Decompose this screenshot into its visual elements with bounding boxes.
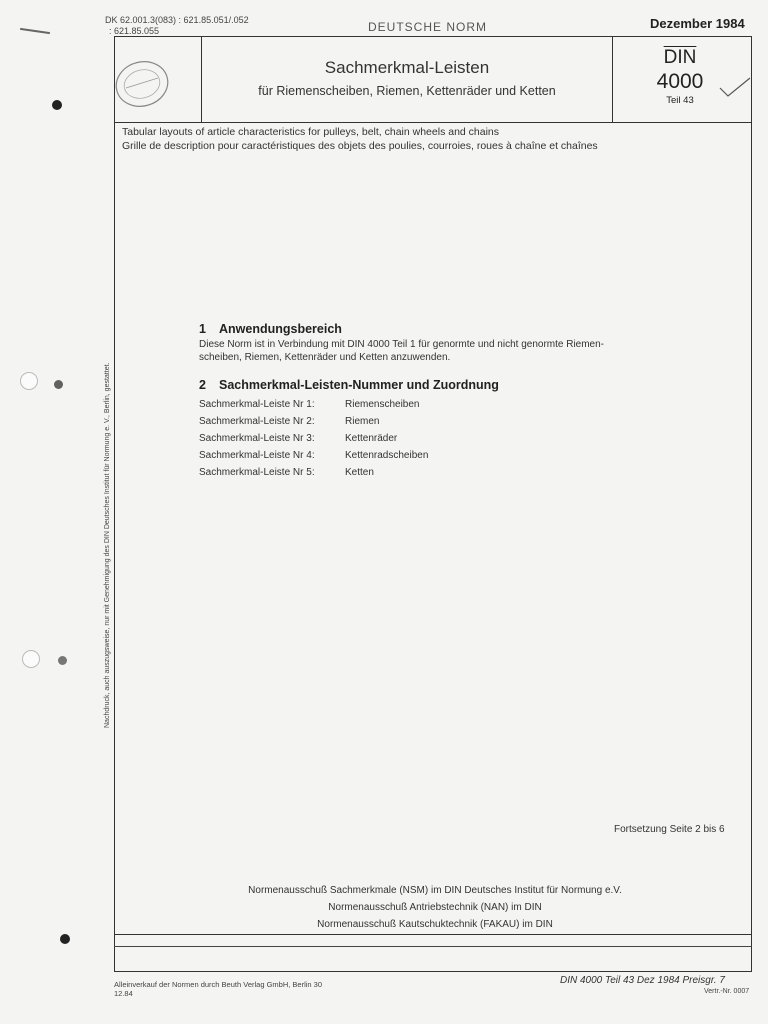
- list-item-label: Sachmerkmal-Leiste Nr 5:: [199, 467, 315, 478]
- list-item-label: Sachmerkmal-Leiste Nr 3:: [199, 433, 315, 444]
- scan-speck: [58, 656, 67, 665]
- scan-mark: [20, 28, 50, 34]
- list-item-value: Kettenräder: [345, 433, 398, 444]
- scan-speck: [60, 934, 70, 944]
- publication-date: Dezember 1984: [650, 16, 745, 31]
- section-1-text-line-2: scheiben, Riemen, Kettenräder und Ketten anzuwenden.: [199, 352, 451, 363]
- footer-rule: [114, 934, 752, 935]
- scan-speck: [52, 100, 62, 110]
- sales-note-line-1: Alleinverkauf der Normen durch Beuth Verlag GmbH, Berlin 30: [114, 980, 323, 989]
- sales-note-line-2: 12.84: [114, 989, 133, 998]
- section-1-text-line-1: Diese Norm ist in Verbindung mit DIN 4000 Teil 1 für genormte und nicht genormte Riemen-: [199, 339, 605, 350]
- list-item-label: Sachmerkmal-Leiste Nr 2:: [199, 416, 315, 427]
- list-item: [199, 464, 428, 481]
- scan-speck: [54, 380, 63, 389]
- section-1-number: 1: [199, 322, 206, 336]
- list-item-value: Riemenscheiben: [345, 399, 420, 410]
- dk-line-2: : 621.85.055: [109, 26, 160, 36]
- document-subtitle: für Riemenscheiben, Riemen, Kettenräder und Ketten: [258, 84, 556, 98]
- committee-line-3: Normenausschuß Kautschuktechnik (FAKAU) im DIN: [317, 919, 553, 930]
- norm-type: DEUTSCHE NORM: [368, 20, 488, 34]
- list-item-value: Kettenradscheiben: [345, 450, 429, 461]
- document-title: Sachmerkmal-Leisten: [324, 58, 490, 77]
- section-2-title: Sachmerkmal-Leisten-Nummer und Zuordnung: [219, 378, 499, 392]
- section-1-heading: [199, 322, 342, 336]
- list-item: [199, 413, 428, 430]
- list-item-value: Riemen: [345, 416, 380, 427]
- list-item-value: Ketten: [345, 467, 374, 478]
- check-mark-icon: [716, 76, 752, 98]
- dk-classification: [105, 15, 249, 37]
- footer-reference: DIN 4000 Teil 43 Dez 1984 Preisgr. 7: [560, 975, 725, 986]
- committee-line-2: Normenausschuß Antriebstechnik (NAN) im DIN: [328, 902, 542, 913]
- distribution-number: Vertr.-Nr. 0007: [704, 988, 750, 995]
- reprint-note: Nachdruck, auch auszugsweise, nur mit Genehmigung des DIN Deutsches Institut für Normung e. V., Berlin, gestattet.: [104, 362, 111, 728]
- section-2-heading: [199, 378, 499, 392]
- binder-hole-top: [20, 372, 38, 390]
- binder-hole-bottom: [22, 650, 40, 668]
- list-item: [199, 430, 428, 447]
- library-stamp-icon: [112, 54, 172, 114]
- committee-line-1: Normenausschuß Sachmerkmale (NSM) im DIN Deutsches Institut für Normung e.V.: [248, 885, 622, 896]
- footer-rule: [114, 946, 752, 947]
- list-item-label: Sachmerkmal-Leiste Nr 4:: [199, 450, 315, 461]
- dk-line-1: DK 62.001.3(083) : 621.85.051/.052: [105, 15, 249, 25]
- list-item-label: Sachmerkmal-Leiste Nr 1:: [199, 399, 315, 410]
- title-french: Grille de description pour caractéristiques des objets des poulies, courroies, roues à chaîne et chaînes: [122, 140, 598, 152]
- list-item: [199, 396, 428, 413]
- title-english: Tabular layouts of article characteristics for pulleys, belt, chain wheels and chains: [122, 126, 500, 138]
- din-part: Teil 43: [666, 95, 694, 106]
- din-number: 4000: [656, 70, 704, 93]
- list-item: [199, 447, 428, 464]
- din-label: $\overline{DIN}$: [663, 47, 697, 68]
- sales-note: [114, 980, 322, 998]
- section-1-text: [199, 338, 669, 364]
- section-2-number: 2: [199, 378, 206, 392]
- characteristics-list: [199, 396, 428, 481]
- section-1-title: Anwendungsbereich: [219, 322, 342, 336]
- continuation-note: Fortsetzung Seite 2 bis 6: [614, 824, 725, 835]
